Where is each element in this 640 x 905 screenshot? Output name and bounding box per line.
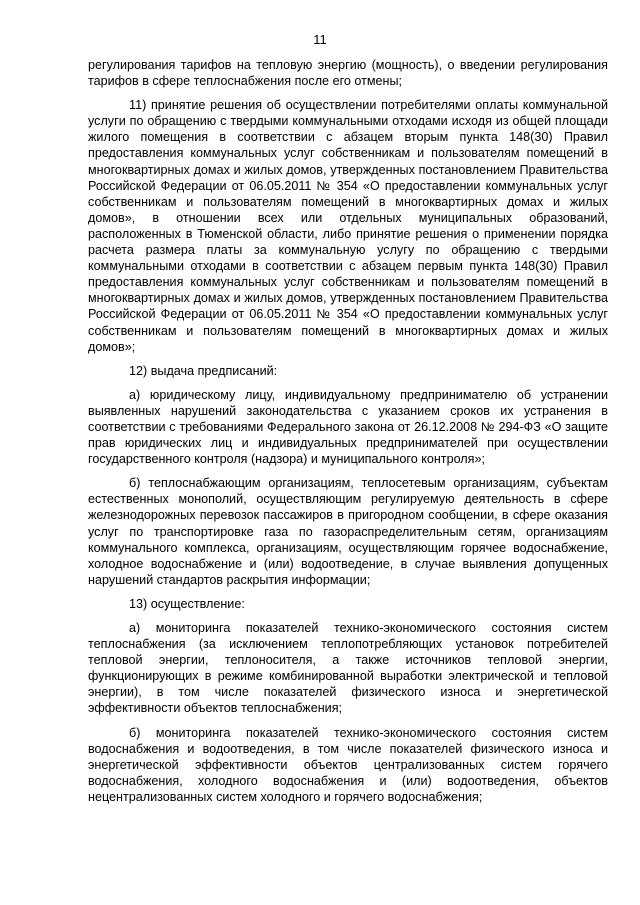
paragraph-item-12: 12) выдача предписаний: <box>129 363 278 378</box>
paragraph-continuation: регулирования тарифов на тепловую энергию (мощность), о введении регулирования тарифов в сфере теплоснабжения после его отмены; <box>88 58 608 89</box>
paragraph-item-13a: а) мониторинга показателей технико-экономического состояния систем теплоснабжения (за исключением теплопотребляющих установок потребителей тепловой энергии, теплоносителя, а также источников тепловой энергии, функционирующих в режиме комбинированной выработки электрической и тепловой энергии), в том числе показателей физического износа и энергетической эффективности объектов теплоснабжения; <box>88 621 608 716</box>
paragraph-item-11: 11) принятие решения об осуществлении потребителями оплаты коммунальной услуги по обращению с твердыми коммунальными отходами исходя из общей площади жилого помещения в соответствии с абзацем вторым пункта 148(30) Правил предоставления коммунальных услуг собственникам и пользователям помещений в многоквартирных домах и жилых домов, утвержденных постановлением Правительства Российской Федерации от 06.05.2011 № 354 «О предоставлении коммунальных услуг собственникам и пользователям помещений в многоквартирных домах и жилых домов», в отношении всех или отдельных муниципальных образований, расположенных в Тюменской области, либо принятие решения о применении порядка расчета размера платы за коммунальную услугу по обращению с твердыми коммунальными отходами в соответствии с абзацем первым пункта 148(30) Правил предоставления коммунальных услуг собственникам и пользователям помещений в многоквартирных домах и жилых домов, утвержденных постановлением Правительства Российской Федерации от 06.05.2011 № 354 «О предоставлении коммунальных услуг собственникам и пользователям помещений в многоквартирных домах и жилых домов»; <box>88 98 608 354</box>
paragraph-item-13: 13) осуществление: <box>129 596 245 611</box>
document-body <box>88 57 608 805</box>
paragraph-item-12b: б) теплоснабжающим организациям, теплосетевым организациям, субъектам естественных монополий, осуществляющим регулируемую деятельность в сфере железнодорожных перевозок пассажиров в пригородном сообщении, в сфере оказания услуг по транспортировке газа по газораспределительным сетям, организациям коммунального комплекса, организациям, осуществляющим горячее водоснабжение, холодное водоснабжение и (или) водоотведение, в случае выявления допущенных нарушений стандартов раскрытия информации; <box>88 476 608 587</box>
paragraph-item-13b: б) мониторинга показателей технико-экономического состояния систем водоснабжения и водоотведения, в том числе показателей физического износа и энергетической эффективности объектов централизованных систем горячего водоснабжения, холодного водоснабжения и (или) водоотведения, объектов нецентрализованных систем холодного и горячего водоснабжения; <box>88 725 608 804</box>
paragraph-item-12a: а) юридическому лицу, индивидуальному предпринимателю об устранении выявленных нарушений законодательства с указанием сроков их устранения в соответствии с требованиями Федерального закона от 26.12.2008 № 294-ФЗ «О защите прав юридических лиц и индивидуальных предпринимателей при осуществлении государственного контроля (надзора) и муниципального контроля»; <box>88 387 608 467</box>
page-number: 11 <box>313 32 327 47</box>
